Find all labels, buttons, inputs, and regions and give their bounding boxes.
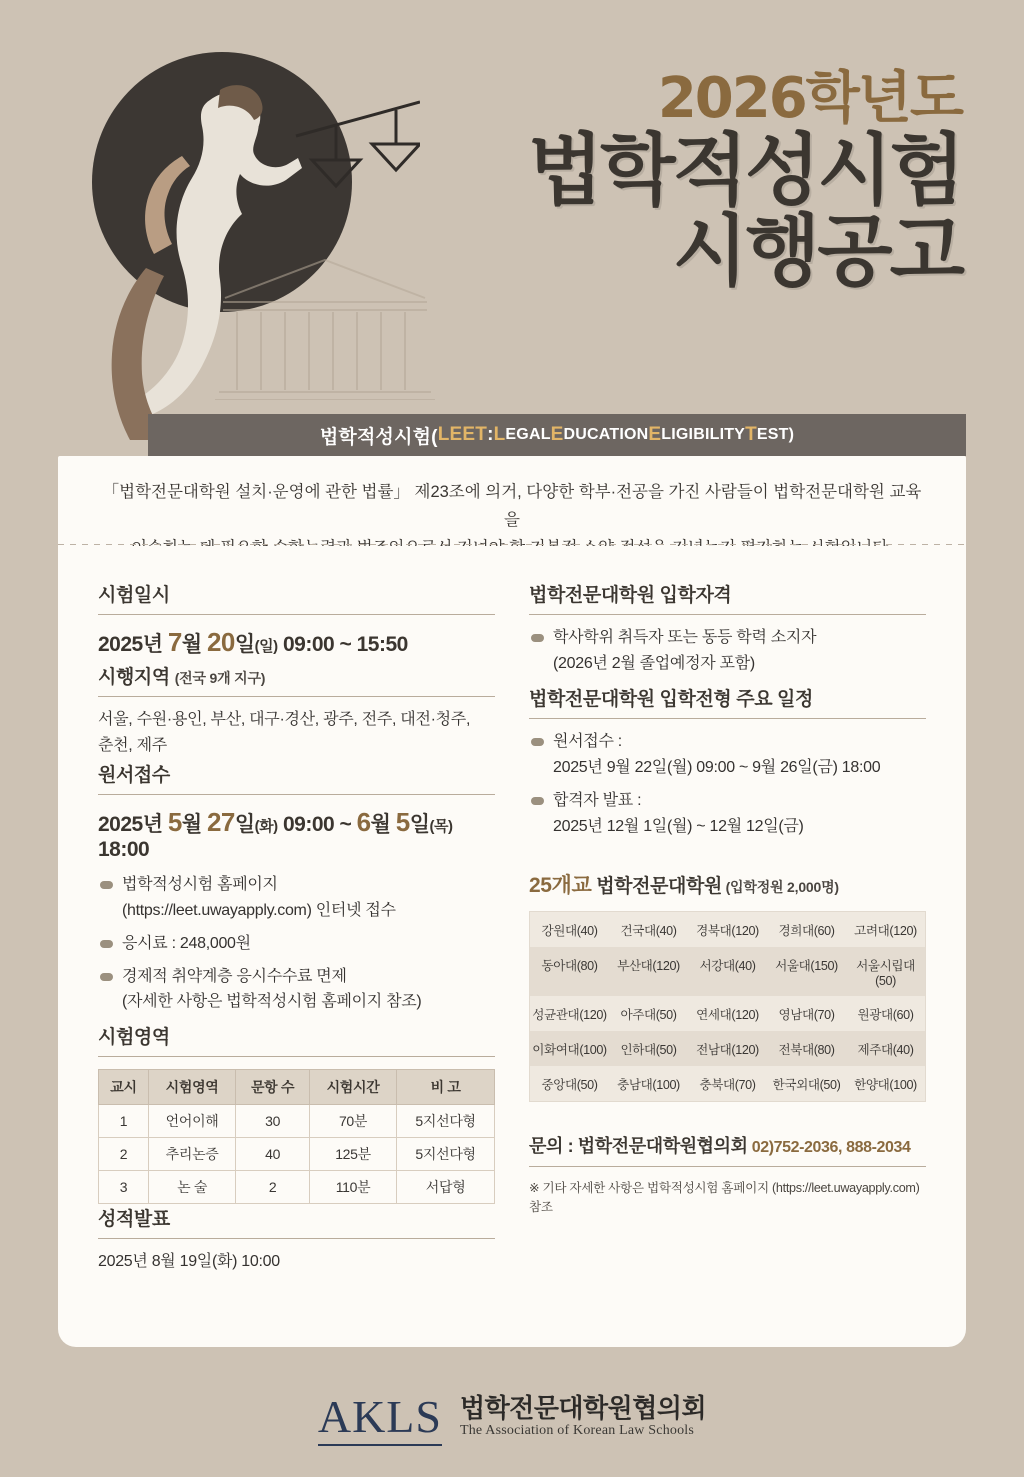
cell-remarks: 5지선다형: [397, 1138, 495, 1171]
ribbon-e1: E: [550, 424, 564, 445]
school-item: 원광대(60): [857, 1008, 914, 1023]
akls-name-en: The Association of Korean Law Schools: [459, 1423, 695, 1439]
poster-title-sub: 시행공고: [672, 206, 962, 297]
poster-year: 2026학년도: [657, 66, 962, 131]
bullet-icon: [531, 738, 544, 746]
app-d1: 27: [206, 806, 235, 837]
section-qualification-title: 법학전문대학원 입학자격: [529, 585, 732, 606]
table-row: [99, 1105, 495, 1138]
table-row: [99, 1138, 495, 1171]
app-t1: 09:00 ~: [277, 812, 357, 836]
cell-area: 추리논증: [148, 1138, 235, 1171]
qualification-line2: (2026년 2월 졸업예정자 포함): [553, 654, 755, 672]
exam-date-day-unit: 일: [234, 633, 255, 656]
section-results-title: 성적발표: [98, 1209, 170, 1231]
school-item: 부산대(120): [609, 947, 688, 996]
list-item: [98, 931, 495, 957]
cell-remarks: 서답형: [397, 1171, 495, 1204]
th-questions: 문항 수: [236, 1070, 310, 1105]
bullet-icon: [100, 940, 113, 948]
regions-line-2: 춘천, 제주: [98, 737, 167, 755]
regions-line-1: 서울, 수원·용인, 부산, 대구·경산, 광주, 전주, 대전·청주,: [98, 711, 471, 728]
list-item: [98, 872, 495, 924]
school-item: 서강대(40): [688, 947, 767, 996]
intro-line-1: 「법학전문대학원 설치·운영에 관한 법률」 제23조에 의거, 다양한 학부·전공을 가진 사람들이 법학전문대학원 교육을: [102, 483, 922, 530]
app-d2u: 일: [409, 812, 430, 836]
ribbon-test: EST): [756, 426, 795, 443]
school-item: 한국외대(50): [772, 1078, 841, 1093]
cell-period: 3: [99, 1171, 149, 1204]
app-note-2-line1: 응시료 : 248,000원: [122, 934, 251, 952]
cell-questions: 40: [236, 1138, 310, 1171]
app-note-1-line1: 법학적성시험 홈페이지: [122, 875, 278, 893]
exam-date-time: 09:00 ~ 15:50: [277, 633, 408, 656]
ribbon-t: T: [745, 424, 757, 445]
schedule-2-line2: 2025년 12월 1일(월) ~ 12월 12일(금): [553, 817, 804, 835]
section-schedule: [529, 684, 926, 719]
school-item: 건국대(40): [620, 924, 677, 939]
app-d1u: 일: [234, 812, 255, 836]
details-card: [58, 546, 966, 1347]
list-item: [98, 964, 495, 1016]
school-item: 충북대(70): [699, 1078, 756, 1093]
akls-logo: [318, 1390, 442, 1443]
cell-period: 1: [99, 1105, 149, 1138]
akls-name-ko: 법학전문대학원협의회: [459, 1392, 707, 1423]
school-item: 고려대(120): [854, 924, 917, 939]
school-item: 아주대(50): [620, 1008, 677, 1023]
bullet-icon: [100, 973, 113, 981]
school-item: 서울시립대(50): [846, 947, 925, 996]
section-application: [98, 760, 495, 795]
poster-title-block: [527, 66, 962, 297]
ribbon-e2: E: [648, 424, 662, 445]
application-period-value: [98, 807, 495, 862]
section-exam-areas-title: 시험영역: [98, 1027, 170, 1049]
ribbon-education: DUCATION: [563, 426, 649, 443]
cell-questions: 2: [236, 1171, 310, 1204]
section-regions-note: (전국 9개 지구): [174, 670, 266, 686]
table-row: [99, 1171, 495, 1204]
ribbon-legal: EGAL: [505, 426, 551, 443]
schedule-2-line1: 합격자 발표 :: [553, 791, 642, 809]
contact-footnote: ※ 기타 자세한 사항은 법학적성시험 홈페이지 (https://leet.uwayapply.com) 참조: [529, 1181, 920, 1215]
school-item: 전남대(120): [688, 1031, 767, 1066]
perforation-divider: [58, 544, 966, 545]
leet-ribbon: [148, 414, 966, 456]
akls-name-block: [460, 1394, 706, 1440]
qualification-line1: 학사학위 취득자 또는 동등 학력 소지자: [553, 629, 817, 646]
app-note-3-line2: (자세한 사항은 법학적성시험 홈페이지 참조): [122, 993, 422, 1011]
exam-date-day-num: 20: [206, 627, 235, 657]
schools-heading: [529, 869, 926, 899]
exam-date-month-num: 7: [167, 627, 182, 657]
application-notes-list: [98, 872, 495, 1016]
section-regions: [98, 662, 495, 697]
school-item: 강원대(40): [541, 924, 598, 939]
regions-text: [98, 707, 495, 760]
qualification-list: [529, 625, 926, 677]
table-header-row: [99, 1070, 495, 1105]
app-t2: 18:00: [98, 837, 150, 861]
contact-phone[interactable]: 02)752-2036, 888-2034: [747, 1139, 911, 1157]
bullet-icon: [531, 634, 544, 642]
section-regions-title: 시행지역: [98, 667, 170, 688]
section-exam-date: [98, 580, 495, 615]
exam-date-year: 2025년: [98, 633, 168, 656]
cell-period: 2: [99, 1138, 149, 1171]
ribbon-colon: :: [487, 424, 494, 445]
app-m1u: 월: [181, 812, 207, 836]
exam-date-value: [98, 627, 495, 658]
hero-section: [0, 0, 1024, 400]
section-exam-areas: [98, 1022, 495, 1057]
school-item: 제주대(40): [846, 1031, 925, 1066]
section-application-title: 원서접수: [98, 764, 170, 786]
schedule-1-line1: 원서접수 :: [553, 732, 622, 750]
app-note-1-line2: (https://leet.uwayapply.com) 인터넷 접수: [122, 901, 396, 919]
bullet-icon: [100, 881, 113, 889]
school-item: 이화여대(100): [530, 1031, 609, 1066]
cell-questions: 30: [236, 1105, 310, 1138]
section-exam-date-title: 시험일시: [98, 585, 170, 606]
poster-title-main: 법학적성시험: [527, 125, 962, 216]
schedule-list: [529, 729, 926, 840]
contact-label: 문의 : 법학전문대학원협의회: [529, 1136, 748, 1157]
cell-duration: 125분: [309, 1138, 396, 1171]
school-item: 성균관대(120): [532, 1008, 607, 1023]
list-item: [529, 729, 926, 781]
cell-duration: 70분: [309, 1105, 396, 1138]
ribbon-korean: 법학적성시험(: [319, 426, 438, 448]
app-note-3-line1: 경제적 취약계층 응시수수료 면제: [122, 967, 347, 985]
school-item: 서울대(150): [767, 947, 846, 996]
lady-justice-illustration: [60, 40, 420, 440]
schools-count: 25개교: [529, 874, 592, 898]
app-d2: 5: [395, 806, 410, 837]
th-duration: 시험시간: [309, 1070, 396, 1105]
cell-area: 언어이해: [148, 1105, 235, 1138]
school-item: 경북대(120): [696, 924, 759, 939]
school-item: 영남대(70): [778, 1008, 835, 1023]
school-item: 연세대(120): [696, 1008, 759, 1023]
footer: [0, 1390, 1024, 1443]
th-area: 시험영역: [148, 1070, 235, 1105]
ribbon-l: L: [493, 424, 506, 445]
ribbon-eligibility: LIGIBILITY: [661, 426, 746, 443]
contact-line: [529, 1132, 926, 1167]
exam-date-weekday: (일): [254, 638, 278, 655]
ribbon-leet: LEET: [437, 424, 488, 445]
right-column: [529, 580, 926, 1276]
th-remarks: 비 고: [397, 1070, 495, 1105]
left-column: [98, 580, 495, 1276]
school-item: 중앙대(50): [541, 1078, 598, 1093]
list-item: [529, 625, 926, 677]
app-m2u: 월: [370, 812, 396, 836]
bullet-icon: [531, 797, 544, 805]
app-w1: (화): [254, 817, 278, 835]
app-year: 2025년: [98, 812, 168, 836]
app-w2: (목): [429, 817, 453, 835]
list-item: [529, 788, 926, 840]
results-text: 2025년 8월 19일(화) 10:00: [98, 1253, 280, 1271]
app-m1: 5: [167, 806, 182, 837]
section-schools: [529, 869, 926, 899]
section-results: [98, 1204, 495, 1239]
section-schedule-title: 법학전문대학원 입학전형 주요 일정: [529, 688, 813, 710]
exam-date-month-unit: 월: [181, 633, 207, 656]
schedule-1-line2: 2025년 9월 22일(월) 09:00 ~ 9월 26일(금) 18:00: [553, 758, 881, 776]
schools-title-text: 법학전문대학원: [591, 876, 722, 898]
akls-logo-text: AKLS: [318, 1391, 442, 1446]
exam-areas-table: [98, 1069, 495, 1204]
schools-note: (입학정원 2,000명): [721, 879, 839, 896]
cell-area: 논 술: [148, 1171, 235, 1204]
school-item: 충남대(100): [617, 1078, 680, 1093]
app-m2: 6: [356, 806, 371, 837]
school-item: 경희대(60): [778, 924, 835, 939]
school-item: 인하대(50): [609, 1031, 688, 1066]
schools-grid: [529, 911, 926, 1102]
school-item: 동아대(80): [530, 947, 609, 996]
section-qualification: [529, 580, 926, 615]
cell-duration: 110분: [309, 1171, 396, 1204]
school-item: 한양대(100): [854, 1078, 917, 1093]
th-period: 교시: [99, 1070, 149, 1105]
school-item: 전북대(80): [767, 1031, 846, 1066]
cell-remarks: 5지선다형: [397, 1105, 495, 1138]
